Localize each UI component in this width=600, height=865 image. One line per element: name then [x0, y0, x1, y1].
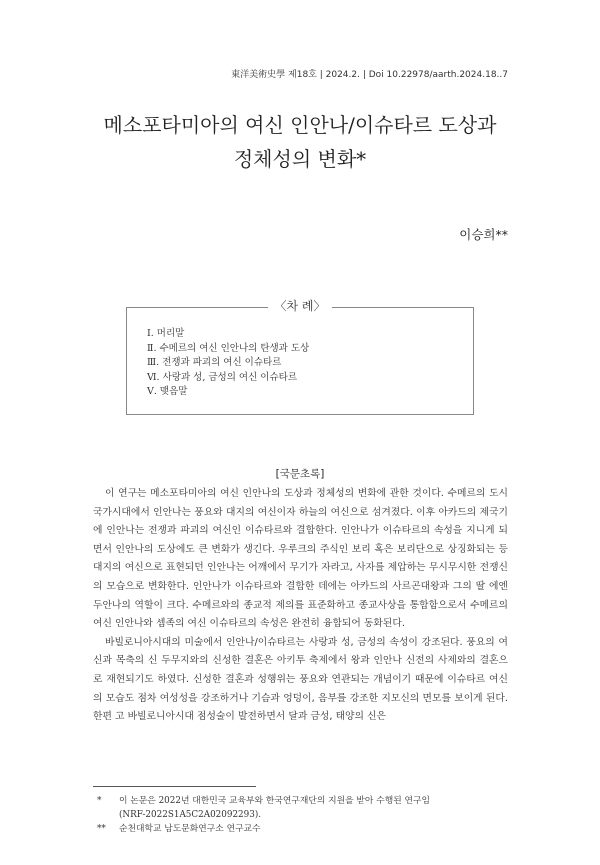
abstract-paragraph: 바빌로니아시대의 미술에서 인안나/이슈타르는 사랑과 성, 금성의 속성이 강조된다. 풍요의 여신과 목축의 신 두무지와의 신성한 결혼은 아키투 축제에서 왕과 인안나 신전의 사제와의 결혼으로 재현되기도 하였다. 신성한 결혼과 성행위는 풍요와 연관되는 개념이기 때문에 이슈타르 여신의 모습도 점차 여성성을 강조하거나 기슴과 엉덩이, 음부를 강조한 지모신의 면모를 보이게 된다. 한편 고 바빌로니아시대 점성술이 발전하면서 달과 금성, 태양의 신은 [93, 636, 508, 723]
abstract-paragraph: 이 연구는 메소포타미아의 여신 인안나의 도상과 정체성의 변화에 관한 것이다. 수메르의 도시국가시대에서 인안나는 풍요와 대지의 여신이자 하늘의 여신으로 섬겨졌다. 이후 아카드의 제국기에 인안나는 전쟁과 파괴의 여신인 이슈타르와 결합한다. 인안나가 이슈타르의 속성을 지니게 되면서 인안나의 도상에도 큰 변화가 생긴다. 우루크의 주식인 보리 혹은 보리단으로 상징화되는 등 대지의 여신으로 표현되던 인안나는 어깨에서 무기가 자라고, 사자를 제압하는 무시무시한 전쟁신의 모습으로 변화한다. 인안나가 이슈타르와 결합한 데에는 아카드의 사르곤대왕과 그의 딸 에엔두안나의 역할이 크다. 수메르와의 종교적 제의를 표준화하고 종교사상을 통합함으로서 수메르의 여신 인안나와 셈족의 여신 이슈타르의 속성은 완전히 융합되어 동화된다. [93, 488, 508, 630]
footnote [97, 823, 430, 837]
title-line-2: 정체성의 변화* [233, 147, 367, 171]
abstract-heading: [국문초록] [275, 468, 325, 480]
footnotes [97, 795, 430, 836]
footnote-mark: * [97, 796, 102, 806]
toc-item: Ⅱ. 수메르의 여신 인안나의 탄생과 도상 [147, 342, 310, 354]
footnote-mark: ** [97, 823, 106, 834]
footnote-continuation: (NRF-2022S1A5C2A02092293). [119, 809, 262, 820]
toc-list [147, 327, 309, 400]
footnote [97, 795, 430, 809]
paper-title [0, 108, 600, 176]
journal-citation: 東洋美術史學 제18호 | 2024.2. | Doi 10.22978/aarth.2024.18..7 [231, 70, 508, 80]
footnote-text: 이 논문은 2022년 대한민국 교육부와 한국연구재단의 지원을 받아 수행된 연구임 [119, 796, 430, 806]
author-name: 이승희** [459, 227, 508, 242]
toc-heading: 〈차 례〉 [268, 297, 332, 314]
toc-item: Ⅵ. 사랑과 성, 금성의 여신 이슈타르 [147, 371, 297, 383]
abstract-body [93, 485, 508, 727]
footnote-divider [93, 786, 256, 787]
footnote-text: 순천대학교 남도문화연구소 연구교수 [119, 823, 261, 834]
title-line-1: 메소포타미아의 여신 인안나/이슈타르 도상과 [103, 113, 497, 137]
toc-item: Ⅰ. 머리말 [147, 328, 185, 339]
toc-item: Ⅲ. 전쟁과 파괴의 여신 이슈타르 [147, 357, 282, 369]
toc-item: Ⅴ. 맺음말 [147, 386, 188, 398]
